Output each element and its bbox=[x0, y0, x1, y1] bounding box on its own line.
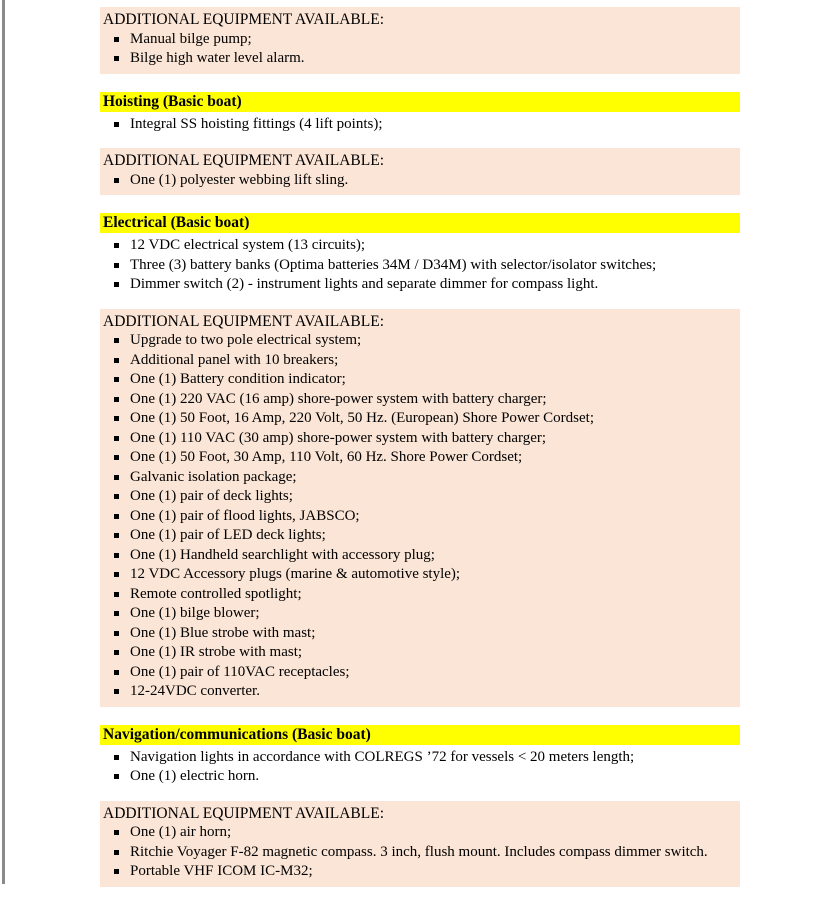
square-bullet-icon bbox=[114, 37, 119, 42]
square-bullet-icon bbox=[114, 455, 119, 460]
square-bullet-icon bbox=[114, 755, 119, 760]
list-item-text: Manual bilge pump; bbox=[130, 30, 252, 47]
square-bullet-icon bbox=[114, 475, 119, 480]
list-item-text: Remote controlled spotlight; bbox=[130, 585, 302, 602]
list-item-text: One (1) pair of 110VAC receptacles; bbox=[130, 663, 350, 680]
square-bullet-icon bbox=[114, 122, 119, 127]
list-item-text: Additional panel with 10 breakers; bbox=[130, 351, 339, 368]
list-item bbox=[100, 843, 740, 863]
additional-equipment-header: ADDITIONAL EQUIPMENT AVAILABLE: bbox=[103, 152, 384, 169]
square-bullet-icon bbox=[114, 631, 119, 636]
section-heading-highlight: Electrical (Basic boat) bbox=[100, 213, 740, 233]
square-bullet-icon bbox=[114, 397, 119, 402]
square-bullet-icon bbox=[114, 243, 119, 248]
list-item bbox=[100, 236, 740, 256]
list-item-text: Upgrade to two pole electrical system; bbox=[130, 332, 362, 348]
square-bullet-icon bbox=[114, 553, 119, 558]
list-item bbox=[100, 767, 740, 787]
list-item-text: Portable VHF ICOM IC-M32; bbox=[130, 863, 313, 879]
list-item-text: One (1) 50 Foot, 30 Amp, 110 Volt, 60 Hz. Shore Power Cordset; bbox=[130, 449, 523, 465]
list-item bbox=[100, 468, 740, 488]
list-item bbox=[100, 604, 740, 624]
list-item-text: 12 VDC electrical system (13 circuits); bbox=[130, 237, 366, 253]
list-item bbox=[100, 409, 740, 429]
square-bullet-icon bbox=[114, 338, 119, 343]
square-bullet-icon bbox=[114, 263, 119, 268]
square-bullet-icon bbox=[114, 533, 119, 538]
list-item-text: One (1) pair of LED deck lights; bbox=[130, 527, 326, 543]
square-bullet-icon bbox=[114, 436, 119, 441]
list-item-text: One (1) Blue strobe with mast; bbox=[130, 624, 316, 641]
list-item-text: Bilge high water level alarm. bbox=[130, 50, 305, 66]
additional-equipment-block bbox=[100, 309, 740, 707]
square-bullet-icon bbox=[114, 611, 119, 616]
page-left-border bbox=[2, 0, 5, 884]
list-item-text: One (1) Battery condition indicator; bbox=[130, 371, 346, 387]
list-item-text: 12-24VDC converter. bbox=[130, 683, 260, 699]
list-item-text: Dimmer switch (2) - instrument lights and separate dimmer for compass light. bbox=[130, 276, 599, 292]
square-bullet-icon bbox=[114, 850, 119, 855]
list-item bbox=[100, 507, 740, 527]
list-item bbox=[100, 487, 740, 507]
square-bullet-icon bbox=[114, 494, 119, 499]
section-heading-highlight: Navigation/communications (Basic boat) bbox=[100, 725, 740, 745]
square-bullet-icon bbox=[114, 178, 119, 183]
list-item bbox=[100, 682, 740, 702]
list-item-text: One (1) bilge blower; bbox=[130, 605, 260, 621]
list-item bbox=[100, 331, 740, 351]
square-bullet-icon bbox=[114, 377, 119, 382]
list-item bbox=[100, 49, 740, 69]
list-item-text: Ritchie Voyager F-82 magnetic compass. 3 inch, flush mount. Includes compass dimmer switch. bbox=[130, 843, 708, 860]
list-item bbox=[100, 643, 740, 663]
section-heading-highlight: Hoisting (Basic boat) bbox=[100, 92, 740, 112]
list-item-text: One (1) 50 Foot, 16 Amp, 220 Volt, 50 Hz. (European) Shore Power Cordset; bbox=[130, 410, 594, 426]
list-item bbox=[100, 448, 740, 468]
list-item-text: One (1) Handheld searchlight with accessory plug; bbox=[130, 546, 435, 563]
list-item bbox=[100, 351, 740, 371]
list-item bbox=[100, 429, 740, 449]
list-item-text: Galvanic isolation package; bbox=[130, 468, 297, 485]
list-item-text: Three (3) battery banks (Optima batteries 34M / D34M) with selector/isolator switches; bbox=[130, 256, 657, 273]
additional-equipment-header: ADDITIONAL EQUIPMENT AVAILABLE: bbox=[103, 804, 384, 822]
square-bullet-icon bbox=[114, 869, 119, 874]
list-item-text: 12 VDC Accessory plugs (marine & automotive style); bbox=[130, 566, 461, 582]
additional-equipment-block bbox=[100, 7, 740, 74]
list-item bbox=[100, 823, 740, 843]
square-bullet-icon bbox=[114, 282, 119, 287]
square-bullet-icon bbox=[114, 830, 119, 835]
list-item bbox=[100, 585, 740, 605]
list-item-text: Integral SS hoisting fittings (4 lift points); bbox=[130, 115, 383, 132]
square-bullet-icon bbox=[114, 689, 119, 694]
square-bullet-icon bbox=[114, 514, 119, 519]
list-item bbox=[100, 275, 740, 295]
list-item bbox=[100, 115, 740, 135]
list-item-text: Navigation lights in accordance with COLREGS ’72 for vessels < 20 meters length; bbox=[130, 748, 635, 765]
list-item-text: One (1) pair of flood lights, JABSCO; bbox=[130, 507, 360, 524]
list-item-text: One (1) air horn; bbox=[130, 824, 232, 840]
list-item-text: One (1) 110 VAC (30 amp) shore-power system with battery charger; bbox=[130, 429, 547, 446]
square-bullet-icon bbox=[114, 670, 119, 675]
list-item bbox=[100, 30, 740, 50]
square-bullet-icon bbox=[114, 56, 119, 61]
list-item-text: One (1) polyester webbing lift sling. bbox=[130, 171, 349, 188]
list-item bbox=[100, 748, 740, 768]
additional-equipment-block bbox=[100, 801, 740, 887]
list-item bbox=[100, 624, 740, 644]
basic-boat-section bbox=[100, 725, 740, 787]
list-item bbox=[100, 370, 740, 390]
list-item bbox=[100, 565, 740, 585]
list-item bbox=[100, 526, 740, 546]
list-item bbox=[100, 171, 740, 191]
list-item-text: One (1) pair of deck lights; bbox=[130, 488, 293, 504]
square-bullet-icon bbox=[114, 358, 119, 363]
square-bullet-icon bbox=[114, 416, 119, 421]
list-item-text: One (1) 220 VAC (16 amp) shore-power system with battery charger; bbox=[130, 390, 547, 407]
list-item bbox=[100, 390, 740, 410]
basic-boat-section bbox=[100, 213, 740, 295]
list-item bbox=[100, 256, 740, 276]
list-item-text: One (1) electric horn. bbox=[130, 768, 260, 784]
document-content bbox=[100, 7, 740, 905]
square-bullet-icon bbox=[114, 650, 119, 655]
list-item-text: One (1) IR strobe with mast; bbox=[130, 644, 303, 660]
list-item bbox=[100, 862, 740, 882]
additional-equipment-header: ADDITIONAL EQUIPMENT AVAILABLE: bbox=[103, 312, 384, 330]
square-bullet-icon bbox=[114, 572, 119, 577]
square-bullet-icon bbox=[114, 774, 119, 779]
list-item bbox=[100, 546, 740, 566]
square-bullet-icon bbox=[114, 592, 119, 597]
additional-equipment-header: ADDITIONAL EQUIPMENT AVAILABLE: bbox=[103, 11, 384, 28]
additional-equipment-block bbox=[100, 148, 740, 195]
basic-boat-section bbox=[100, 92, 740, 135]
list-item bbox=[100, 663, 740, 683]
